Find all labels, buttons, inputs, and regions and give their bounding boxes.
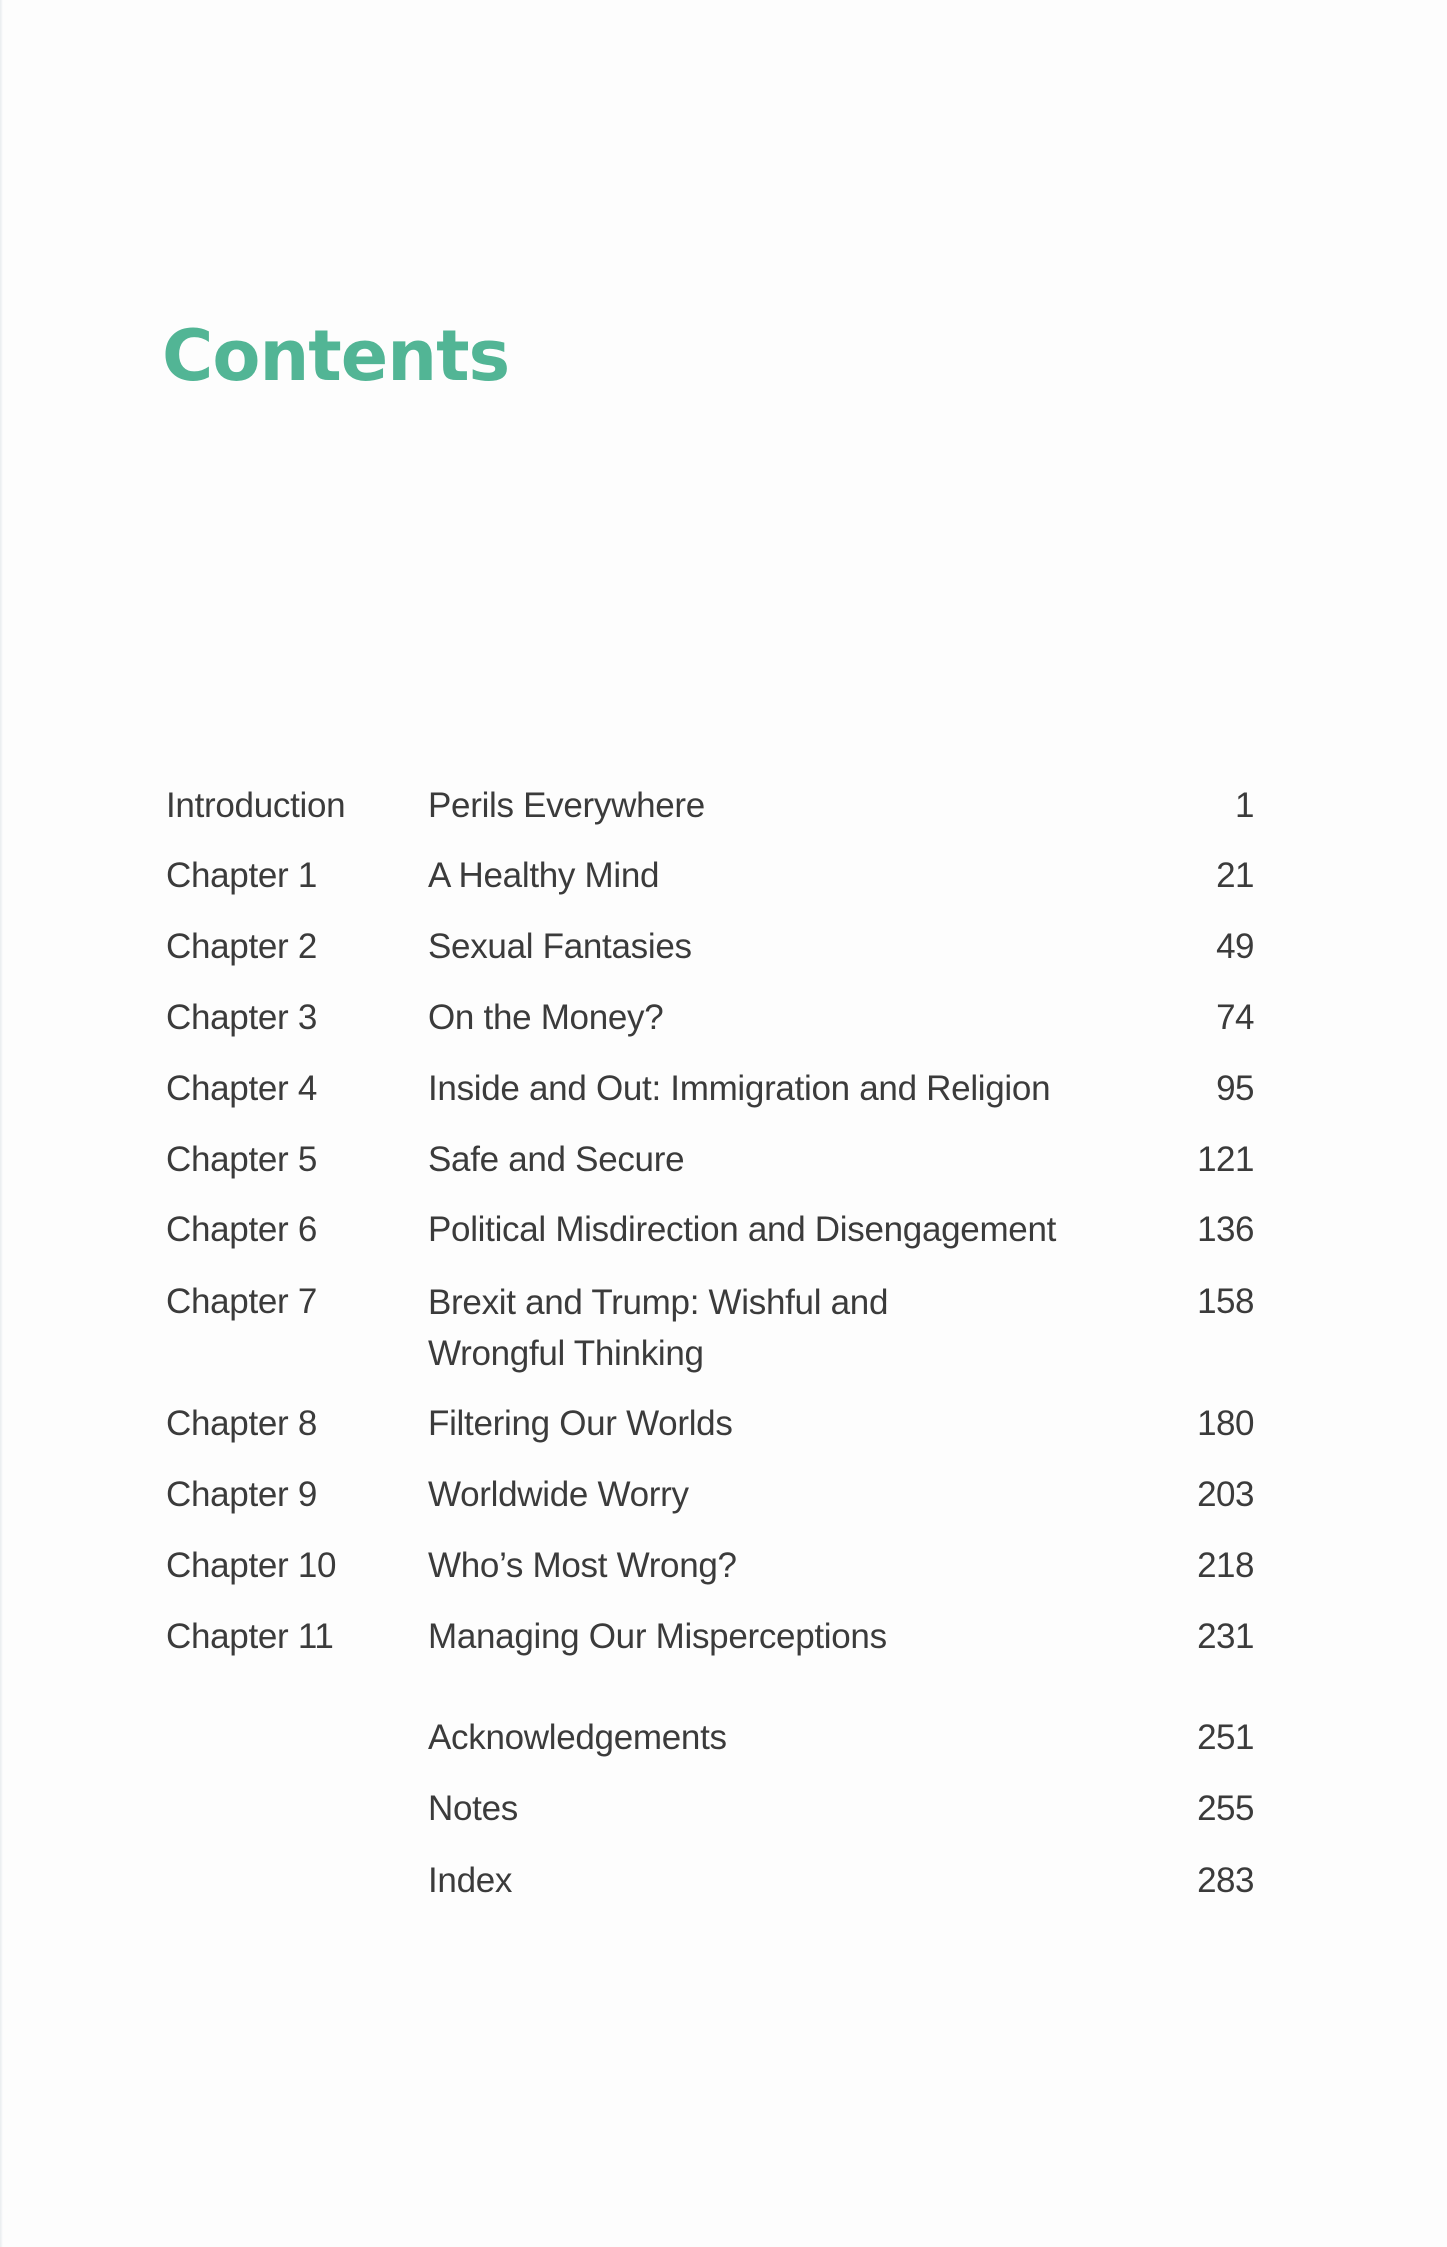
toc-title: Notes xyxy=(428,1789,518,1828)
toc-page-number: 180 xyxy=(1197,1404,1254,1443)
toc-label: Chapter 4 xyxy=(166,1069,318,1108)
toc-entry-chapter-11[interactable] xyxy=(0,1612,1447,1662)
toc-page-number: 136 xyxy=(1197,1210,1254,1249)
toc-label: Chapter 6 xyxy=(166,1210,318,1249)
toc-title: Safe and Secure xyxy=(428,1140,685,1179)
toc-title: Acknowledgements xyxy=(428,1718,727,1757)
toc-entry-chapter-4[interactable] xyxy=(0,1064,1447,1114)
toc-page-number: 121 xyxy=(1197,1140,1254,1179)
page-edge xyxy=(0,0,3,2247)
toc-entry-chapter-1[interactable] xyxy=(0,851,1447,901)
toc-page-number: 283 xyxy=(1197,1861,1254,1900)
toc-title: Worldwide Worry xyxy=(428,1475,689,1514)
toc-title: Political Misdirection and Disengagement xyxy=(428,1210,1057,1249)
toc-label: Chapter 1 xyxy=(166,856,318,895)
toc-title: Inside and Out: Immigration and Religion xyxy=(428,1069,1051,1108)
page-title: Contents xyxy=(162,315,510,397)
toc-page-number: 95 xyxy=(1216,1069,1254,1108)
toc-entry-chapter-8[interactable] xyxy=(0,1399,1447,1449)
toc-label: Chapter 7 xyxy=(166,1282,318,1321)
toc-entry-acknowledgements[interactable] xyxy=(0,1713,1447,1763)
toc-label: Chapter 3 xyxy=(166,998,318,1037)
toc-page-number: 74 xyxy=(1216,998,1254,1037)
toc-title: Filtering Our Worlds xyxy=(428,1404,733,1443)
toc-label: Chapter 10 xyxy=(166,1546,337,1585)
toc-page-number: 158 xyxy=(1197,1282,1254,1321)
toc-title: Perils Everywhere xyxy=(428,786,705,825)
toc-title: Index xyxy=(428,1861,513,1900)
toc-entry-chapter-7[interactable] xyxy=(0,1277,1447,1379)
toc-page-number: 49 xyxy=(1216,927,1254,966)
toc-label: Chapter 9 xyxy=(166,1475,318,1514)
toc-entry-chapter-2[interactable] xyxy=(0,922,1447,972)
toc-entry-chapter-10[interactable] xyxy=(0,1541,1447,1591)
toc-entry-chapter-3[interactable] xyxy=(0,993,1447,1043)
toc-title: A Healthy Mind xyxy=(428,856,660,895)
toc-label: Chapter 11 xyxy=(166,1617,334,1656)
toc-entry-index[interactable] xyxy=(0,1856,1447,1906)
toc-page-number: 255 xyxy=(1197,1789,1254,1828)
toc-label: Chapter 8 xyxy=(166,1404,318,1443)
toc-page-number: 251 xyxy=(1197,1718,1254,1757)
toc-page-number: 231 xyxy=(1197,1617,1254,1656)
toc-entry-notes[interactable] xyxy=(0,1784,1447,1834)
toc-title: On the Money? xyxy=(428,998,664,1037)
toc-page-number: 218 xyxy=(1197,1546,1254,1585)
toc-entry-chapter-6[interactable] xyxy=(0,1205,1447,1255)
toc-entry-chapter-9[interactable] xyxy=(0,1470,1447,1520)
toc-entry-chapter-5[interactable] xyxy=(0,1135,1447,1185)
toc-page-number: 21 xyxy=(1216,856,1254,895)
toc-label: Introduction xyxy=(166,786,346,825)
toc-title: Who’s Most Wrong? xyxy=(428,1546,737,1585)
toc-title: Brexit and Trump: Wishful and Wrongful Thinking xyxy=(428,1283,889,1373)
toc-title: Sexual Fantasies xyxy=(428,927,692,966)
toc-title: Managing Our Misperceptions xyxy=(428,1617,887,1656)
toc-label: Chapter 2 xyxy=(166,927,318,966)
toc-label: Chapter 5 xyxy=(166,1140,318,1179)
toc-page-number: 1 xyxy=(1235,786,1254,825)
toc-page-number: 203 xyxy=(1197,1475,1254,1514)
toc-entry-introduction[interactable] xyxy=(0,781,1447,831)
